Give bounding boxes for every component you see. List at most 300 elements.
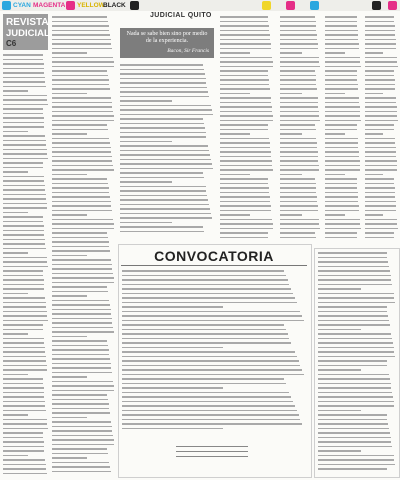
text-line xyxy=(52,300,109,302)
text-line xyxy=(120,78,206,80)
text-line xyxy=(3,77,45,79)
text-line xyxy=(280,219,319,221)
text-line xyxy=(3,464,46,466)
text-line xyxy=(52,115,114,117)
text-line xyxy=(52,250,110,252)
text-line xyxy=(52,426,112,428)
text-line xyxy=(318,392,392,394)
text-line xyxy=(365,88,395,90)
convocatoria-body xyxy=(122,270,306,436)
yellow-swatch-icon xyxy=(262,1,271,10)
text-line xyxy=(220,43,271,45)
text-line xyxy=(220,25,269,27)
text-line xyxy=(318,347,394,349)
text-line xyxy=(3,140,46,142)
text-line xyxy=(318,401,394,403)
text-line xyxy=(52,169,114,171)
text-line xyxy=(52,462,109,464)
text-line xyxy=(52,457,87,459)
text-line xyxy=(325,205,359,207)
text-line xyxy=(120,109,212,111)
text-line xyxy=(365,25,395,27)
text-line xyxy=(280,210,318,212)
text-line xyxy=(280,232,315,234)
text-line xyxy=(365,30,395,32)
text-line xyxy=(3,86,46,88)
text-line xyxy=(365,156,396,158)
text-line xyxy=(3,171,28,173)
signature-block xyxy=(176,442,248,458)
text-line xyxy=(365,196,395,198)
text-line xyxy=(220,102,271,104)
text-line xyxy=(325,88,358,90)
text-line xyxy=(3,225,44,227)
text-line xyxy=(325,79,357,81)
text-line xyxy=(280,142,317,144)
text-line xyxy=(3,432,43,434)
text-line xyxy=(120,181,172,183)
text-line xyxy=(365,160,397,162)
text-line xyxy=(52,79,109,81)
text-line xyxy=(122,392,289,394)
text-line xyxy=(325,75,357,77)
text-line xyxy=(3,270,43,272)
text-line xyxy=(3,392,44,394)
text-line xyxy=(325,120,361,122)
text-line xyxy=(3,302,46,304)
divider xyxy=(121,265,307,266)
text-line xyxy=(220,214,250,216)
text-line xyxy=(3,320,48,322)
text-line xyxy=(3,198,46,200)
text-line xyxy=(325,133,345,135)
text-line xyxy=(325,187,357,189)
text-line xyxy=(122,365,300,367)
text-line xyxy=(318,270,390,272)
text-line xyxy=(318,279,391,281)
text-line xyxy=(120,123,204,125)
text-line xyxy=(3,387,44,389)
text-line xyxy=(318,396,393,398)
text-line xyxy=(280,183,316,185)
text-column-6 xyxy=(325,16,361,244)
text-line xyxy=(325,70,357,72)
text-line xyxy=(365,223,397,225)
text-line xyxy=(120,204,209,206)
text-line xyxy=(220,219,272,221)
text-line xyxy=(3,203,47,205)
text-line xyxy=(3,419,47,421)
text-line xyxy=(120,82,206,84)
text-line xyxy=(365,120,398,122)
text-line xyxy=(122,270,284,272)
text-line xyxy=(365,165,397,167)
text-line xyxy=(3,450,44,452)
text-line xyxy=(52,61,114,63)
text-line xyxy=(120,172,203,174)
text-line xyxy=(120,105,211,107)
text-line xyxy=(120,100,172,102)
text-line xyxy=(280,79,316,81)
text-line xyxy=(52,124,107,126)
text-line xyxy=(3,252,28,254)
text-line xyxy=(3,401,45,403)
text-line xyxy=(3,131,28,133)
text-line xyxy=(325,156,359,158)
text-line xyxy=(325,151,359,153)
text-line xyxy=(365,43,396,45)
text-line xyxy=(220,165,272,167)
text-line xyxy=(220,48,271,50)
text-line xyxy=(318,441,391,443)
text-line xyxy=(325,174,345,176)
text-line xyxy=(52,70,107,72)
text-line xyxy=(220,174,250,176)
text-line xyxy=(122,387,223,389)
text-line xyxy=(52,165,113,167)
text-line xyxy=(3,239,45,241)
text-line xyxy=(3,342,44,344)
text-line xyxy=(220,52,250,54)
text-line xyxy=(280,129,316,131)
text-line xyxy=(122,315,302,317)
text-line xyxy=(120,87,207,89)
text-line xyxy=(318,410,361,412)
text-line xyxy=(3,437,43,439)
text-line xyxy=(52,21,108,23)
text-line xyxy=(52,376,87,378)
text-line xyxy=(52,408,109,410)
text-line xyxy=(120,226,203,228)
text-line xyxy=(3,221,43,223)
text-line xyxy=(318,455,394,457)
text-line xyxy=(325,219,360,221)
text-line xyxy=(280,70,315,72)
text-line xyxy=(3,279,44,281)
text-line xyxy=(52,151,111,153)
text-line xyxy=(3,446,44,448)
text-line xyxy=(318,297,394,299)
text-line xyxy=(3,113,43,115)
text-line xyxy=(280,156,318,158)
text-line xyxy=(365,124,394,126)
text-line xyxy=(325,192,358,194)
text-line xyxy=(52,48,112,50)
text-line xyxy=(220,178,268,180)
black-swatch-icon xyxy=(372,1,381,10)
text-line xyxy=(365,93,383,95)
text-line xyxy=(220,34,270,36)
text-line xyxy=(122,405,295,407)
text-line xyxy=(52,43,111,45)
text-line xyxy=(3,153,47,155)
text-line xyxy=(325,237,357,239)
text-line xyxy=(365,16,394,18)
text-line xyxy=(365,111,397,113)
text-line xyxy=(220,66,273,68)
text-line xyxy=(325,97,359,99)
text-line xyxy=(365,84,395,86)
text-line xyxy=(120,222,172,224)
text-line xyxy=(318,320,389,322)
text-line xyxy=(365,169,397,171)
text-line xyxy=(52,25,109,27)
text-line xyxy=(280,52,302,54)
text-line xyxy=(52,282,114,284)
text-line xyxy=(325,214,345,216)
text-line xyxy=(220,223,273,225)
text-line xyxy=(280,237,316,239)
text-line xyxy=(318,311,387,313)
text-line xyxy=(3,63,44,65)
text-line xyxy=(120,150,209,152)
text-line xyxy=(52,381,113,383)
text-line xyxy=(3,162,43,164)
text-line xyxy=(318,329,361,331)
text-line xyxy=(120,127,205,129)
text-line xyxy=(52,196,110,198)
text-line xyxy=(280,160,318,162)
text-line xyxy=(280,102,318,104)
text-line xyxy=(52,183,108,185)
text-line xyxy=(122,338,289,340)
text-line xyxy=(3,329,43,331)
text-line xyxy=(3,261,47,263)
text-line xyxy=(52,453,108,455)
text-line xyxy=(280,48,318,50)
text-line xyxy=(122,302,297,304)
text-line xyxy=(220,160,272,162)
text-line xyxy=(280,88,317,90)
text-line xyxy=(122,347,223,349)
text-line xyxy=(325,228,361,230)
text-line xyxy=(220,79,269,81)
text-line xyxy=(122,369,302,371)
text-line xyxy=(365,79,395,81)
text-line xyxy=(220,106,272,108)
text-line xyxy=(52,205,111,207)
text-line xyxy=(220,183,268,185)
text-line xyxy=(52,228,114,230)
masthead-line2: JUDICIAL xyxy=(6,28,50,39)
text-line xyxy=(122,414,299,416)
text-line xyxy=(52,93,87,95)
text-line xyxy=(120,132,206,134)
text-line xyxy=(3,275,43,277)
text-line xyxy=(3,311,47,313)
text-line xyxy=(52,349,109,351)
text-line xyxy=(3,257,47,259)
text-line xyxy=(52,471,111,473)
text-line xyxy=(220,187,269,189)
text-line xyxy=(52,147,111,149)
text-line xyxy=(318,365,387,367)
text-line xyxy=(318,419,387,421)
text-line xyxy=(318,252,387,254)
text-line xyxy=(318,437,391,439)
text-line xyxy=(52,75,108,77)
text-line xyxy=(318,383,391,385)
text-line xyxy=(120,145,208,147)
text-line xyxy=(365,183,394,185)
text-line xyxy=(365,66,398,68)
text-line xyxy=(52,232,107,234)
text-line xyxy=(3,81,45,83)
text-line xyxy=(280,228,320,230)
text-line xyxy=(220,39,270,41)
text-line xyxy=(365,138,395,140)
text-line xyxy=(120,91,208,93)
text-line xyxy=(220,30,269,32)
text-line xyxy=(3,414,28,416)
text-line xyxy=(325,138,358,140)
text-line xyxy=(52,367,111,369)
text-line xyxy=(220,57,272,59)
legal-notices xyxy=(318,252,396,474)
text-line xyxy=(52,336,87,338)
text-line xyxy=(325,129,357,131)
text-line xyxy=(120,208,210,210)
text-line xyxy=(325,34,358,36)
text-line xyxy=(318,428,389,430)
text-line xyxy=(122,311,300,313)
text-line xyxy=(3,383,43,385)
text-line xyxy=(120,69,204,71)
text-line xyxy=(3,315,47,317)
text-line xyxy=(3,68,44,70)
text-line xyxy=(325,169,360,171)
text-line xyxy=(120,213,211,215)
text-line xyxy=(280,174,302,176)
text-line xyxy=(3,90,28,92)
text-line xyxy=(220,201,270,203)
text-line xyxy=(325,30,358,32)
text-line xyxy=(52,111,113,113)
text-line xyxy=(52,448,107,450)
text-line xyxy=(325,147,358,149)
text-line xyxy=(3,59,43,61)
text-line xyxy=(280,120,320,122)
text-line xyxy=(52,219,113,221)
section-name: JUDICIAL QUITO xyxy=(150,12,212,19)
text-line xyxy=(122,419,300,421)
text-line xyxy=(280,34,317,36)
text-line xyxy=(280,25,316,27)
text-line xyxy=(52,318,112,320)
text-line xyxy=(122,284,289,286)
text-line xyxy=(318,446,392,448)
text-line xyxy=(3,176,44,178)
text-line xyxy=(280,138,316,140)
text-line xyxy=(3,149,47,151)
text-line xyxy=(325,84,358,86)
text-line xyxy=(325,183,357,185)
text-line xyxy=(3,72,44,74)
text-line xyxy=(122,306,223,308)
text-line xyxy=(3,396,44,398)
text-line xyxy=(52,358,110,360)
text-line xyxy=(3,374,28,376)
text-line xyxy=(3,455,28,457)
text-line xyxy=(3,378,43,380)
text-line xyxy=(220,111,272,113)
text-line xyxy=(3,428,48,430)
text-line xyxy=(3,351,45,353)
text-column-7 xyxy=(365,16,398,244)
text-line xyxy=(318,387,391,389)
text-line xyxy=(3,473,47,475)
text-line xyxy=(280,93,302,95)
text-line xyxy=(122,275,286,277)
text-line xyxy=(365,187,395,189)
text-line xyxy=(280,205,318,207)
text-line xyxy=(52,439,114,441)
text-line xyxy=(52,138,109,140)
text-line xyxy=(220,232,268,234)
text-line xyxy=(120,177,204,179)
text-line xyxy=(318,351,394,353)
text-line xyxy=(365,61,397,63)
text-line xyxy=(220,129,268,131)
text-line xyxy=(325,21,357,23)
text-line xyxy=(3,441,44,443)
text-line xyxy=(52,390,114,392)
text-line xyxy=(220,210,271,212)
text-line xyxy=(318,315,388,317)
text-line xyxy=(3,99,47,101)
text-line xyxy=(122,356,297,358)
text-line xyxy=(365,106,397,108)
text-line xyxy=(365,142,395,144)
text-line xyxy=(52,435,113,437)
text-line xyxy=(120,231,204,233)
text-line xyxy=(52,264,112,266)
black-swatch-icon xyxy=(130,1,139,10)
text-line xyxy=(325,210,359,212)
text-line xyxy=(52,403,109,405)
text-line xyxy=(325,106,360,108)
text-line xyxy=(52,255,87,257)
text-line xyxy=(318,302,395,304)
text-line xyxy=(220,124,268,126)
text-line xyxy=(122,324,284,326)
text-line xyxy=(325,52,345,54)
text-line xyxy=(3,117,44,119)
text-line xyxy=(365,129,394,131)
text-line xyxy=(122,329,286,331)
text-line xyxy=(52,241,109,243)
text-line xyxy=(122,423,302,425)
text-line xyxy=(220,228,273,230)
text-line xyxy=(3,297,45,299)
text-line xyxy=(280,223,319,225)
text-line xyxy=(318,333,391,335)
text-line xyxy=(220,84,269,86)
text-line xyxy=(52,313,111,315)
text-line xyxy=(52,214,87,216)
text-line xyxy=(318,468,387,470)
text-line xyxy=(3,158,48,160)
text-line xyxy=(280,133,302,135)
text-line xyxy=(220,97,271,99)
text-line xyxy=(318,356,395,358)
text-line xyxy=(3,185,45,187)
text-line xyxy=(52,327,113,329)
magenta-swatch-icon xyxy=(286,1,295,10)
text-line xyxy=(3,459,45,461)
text-line xyxy=(325,43,359,45)
text-line xyxy=(280,43,318,45)
